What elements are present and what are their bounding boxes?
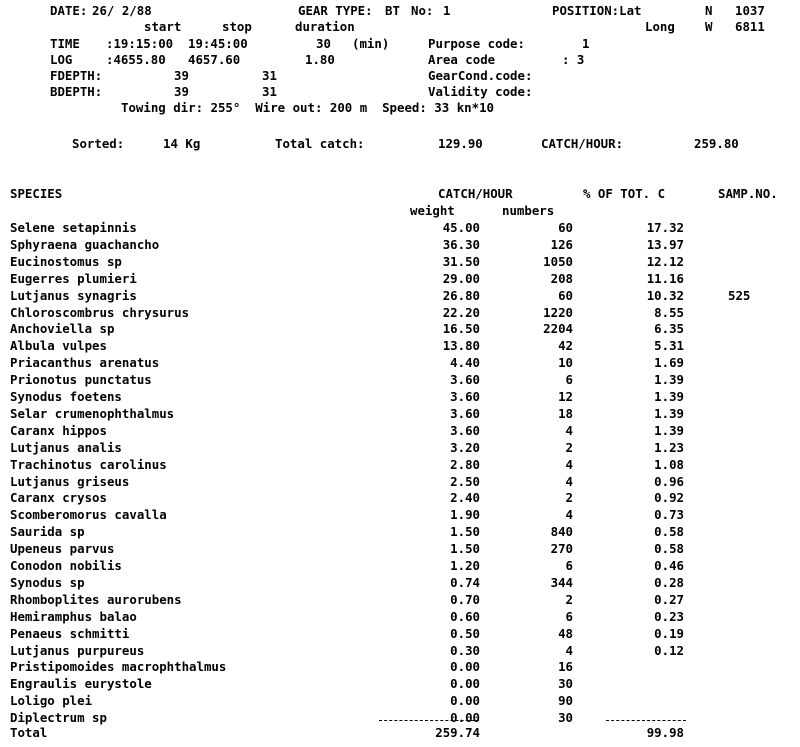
- catch-weight: 0.30: [450, 642, 480, 658]
- species-name: Caranx hippos: [10, 422, 107, 438]
- time-stop: 19:45:00: [188, 36, 248, 51]
- total-pct: 99.98: [646, 725, 684, 740]
- purpose-code-label: Purpose code:: [428, 36, 525, 51]
- catch-numbers: 60: [558, 220, 573, 235]
- pct-of-total: 11.16: [646, 270, 684, 286]
- pct-of-total: 0.58: [654, 524, 684, 540]
- pct-of-total: 0.96: [654, 473, 684, 489]
- species-name: Eugerres plumieri: [10, 270, 137, 286]
- species-name: Lutjanus synagris: [10, 287, 137, 303]
- catch-numbers: 6: [565, 372, 573, 388]
- bdepth-stop: 31: [262, 84, 277, 99]
- date-label: DATE:: [50, 3, 88, 18]
- species-name: Synodus foetens: [10, 389, 122, 404]
- species-name: Selar crumenophthalmus: [10, 405, 175, 421]
- catch-weight: 2.40: [450, 490, 480, 506]
- weight-total-rule: [379, 720, 479, 721]
- species-name: Saurida sp: [10, 524, 85, 540]
- species-name: Albula vulpes: [10, 338, 107, 354]
- species-name: Diplectrum sp: [10, 710, 107, 726]
- catch-numbers: 2: [565, 591, 573, 607]
- date-value: 26/ 2/88: [92, 3, 152, 18]
- pct-of-total: 0.28: [654, 574, 684, 590]
- catch-weight: 0.50: [450, 625, 480, 641]
- catch-numbers: 60: [558, 287, 573, 303]
- pct-of-total: 13.97: [646, 236, 684, 252]
- col-stop-heading: stop: [222, 19, 252, 34]
- species-name: Penaeus schmitti: [10, 625, 130, 641]
- catch-per-hour-value: 259.80: [694, 136, 739, 151]
- catch-weight: 0.60: [450, 608, 480, 624]
- species-name: Engraulis eurystole: [10, 676, 152, 692]
- catch-weight: 26.80: [442, 287, 480, 303]
- species-name: Lutjanus purpureus: [10, 642, 145, 658]
- species-name: Trachinotus carolinus: [10, 456, 167, 472]
- catch-weight: 1.50: [450, 541, 480, 557]
- col-weight-subheader: weight: [410, 203, 455, 218]
- species-name: Lutjanus analis: [10, 439, 122, 455]
- catch-numbers: 126: [550, 236, 573, 252]
- species-name: Caranx crysos: [10, 490, 107, 506]
- total-weight: 259.74: [435, 725, 480, 740]
- catch-weight: 2.80: [450, 456, 480, 472]
- station-no-value: 1: [443, 3, 451, 18]
- catch-weight: 31.50: [442, 253, 480, 269]
- catch-weight: 4.40: [450, 355, 480, 371]
- pct-of-total: 0.12: [654, 642, 684, 658]
- catch-numbers: 270: [550, 541, 573, 557]
- catch-numbers: 30: [558, 676, 573, 692]
- catch-weight: 45.00: [442, 220, 480, 235]
- time-duration: 30: [316, 36, 331, 51]
- catch-weight: 0.74: [450, 574, 480, 590]
- log-duration: 1.80: [305, 52, 335, 67]
- species-name: Prionotus punctatus: [10, 372, 152, 388]
- catch-weight: 22.20: [442, 304, 480, 320]
- purpose-code-value: 1: [582, 36, 590, 51]
- time-unit: (min): [352, 36, 390, 51]
- catch-numbers: 42: [558, 338, 573, 354]
- catch-weight: 36.30: [442, 236, 480, 252]
- fdepth-stop: 31: [262, 68, 277, 83]
- catch-weight: 3.60: [450, 405, 480, 421]
- latitude-hemisphere: N: [705, 3, 713, 18]
- species-name: Lutjanus griseus: [10, 473, 130, 489]
- bdepth-label: BDEPTH:: [50, 84, 103, 99]
- gear-type-value: BT: [385, 3, 400, 18]
- log-label: LOG: [50, 52, 73, 67]
- catch-weight: 3.60: [450, 422, 480, 438]
- catch-numbers: 208: [550, 270, 573, 286]
- pct-of-total: 0.73: [654, 507, 684, 523]
- pct-of-total: 5.31: [654, 338, 684, 354]
- area-code-label: Area code: [428, 52, 496, 67]
- pct-of-total: 1.39: [654, 422, 684, 438]
- catch-numbers: 30: [558, 710, 573, 726]
- catch-numbers: 48: [558, 625, 573, 641]
- sorted-value: 14 Kg: [163, 136, 201, 151]
- station-no-label: No:: [411, 3, 434, 18]
- time-start: :19:15:00: [106, 36, 174, 51]
- species-name: Selene setapinnis: [10, 220, 137, 235]
- sample-number: 525: [728, 287, 751, 303]
- longitude-hemisphere: W: [705, 19, 713, 34]
- species-name: Rhomboplites aurorubens: [10, 591, 182, 607]
- catch-numbers: 4: [565, 642, 573, 658]
- gearcond-code-label: GearCond.code:: [428, 68, 533, 83]
- col-samp-no-header: SAMP.NO.: [718, 186, 778, 201]
- catch-weight: 0.00: [450, 693, 480, 709]
- catch-numbers: 18: [558, 405, 573, 421]
- species-name: Conodon nobilis: [10, 558, 122, 573]
- catch-numbers: 840: [550, 524, 573, 540]
- pct-of-total: 1.23: [654, 439, 684, 455]
- species-name: Synodus sp: [10, 574, 85, 590]
- catch-weight: 13.80: [442, 338, 480, 354]
- sorted-label: Sorted:: [72, 136, 125, 151]
- species-name: Loligo plei: [10, 693, 93, 709]
- catch-numbers: 90: [558, 693, 573, 709]
- log-stop: 4657.60: [188, 52, 241, 67]
- pct-total-rule: [606, 720, 686, 721]
- pct-of-total: 10.32: [646, 287, 684, 303]
- gear-type-label: GEAR TYPE:: [298, 3, 373, 18]
- col-numbers-subheader: numbers: [502, 203, 555, 218]
- catch-weight: 16.50: [442, 321, 480, 337]
- pct-of-total: 1.39: [654, 405, 684, 421]
- species-name: Scomberomorus cavalla: [10, 507, 167, 523]
- species-name: Priacanthus arenatus: [10, 355, 160, 371]
- catch-weight: 0.00: [450, 710, 480, 726]
- log-start: :4655.80: [106, 52, 166, 67]
- pct-of-total: 0.27: [654, 591, 684, 607]
- species-name: Sphyraena guachancho: [10, 236, 160, 252]
- col-duration-heading: duration: [295, 19, 355, 34]
- pct-of-total: 1.39: [654, 372, 684, 388]
- catch-weight: 2.50: [450, 473, 480, 489]
- col-species-header: SPECIES: [10, 186, 63, 201]
- position-label: POSITION:Lat: [552, 3, 642, 18]
- catch-numbers: 4: [565, 422, 573, 438]
- catch-weight: 3.20: [450, 439, 480, 455]
- pct-of-total: 1.08: [654, 456, 684, 472]
- catch-weight: 3.60: [450, 372, 480, 388]
- pct-of-total: 6.35: [654, 321, 684, 337]
- catch-numbers: 6: [565, 558, 573, 573]
- area-code-value: : 3: [562, 52, 585, 67]
- bdepth-start: 39: [174, 84, 189, 99]
- latitude-value: 1037: [735, 3, 765, 18]
- longitude-value: 6811: [735, 19, 765, 34]
- species-name: Pristipomoides macrophthalmus: [10, 659, 227, 675]
- pct-of-total: 0.19: [654, 625, 684, 641]
- catch-numbers: 2: [565, 490, 573, 506]
- pct-of-total: 1.69: [654, 355, 684, 371]
- species-name: Upeneus parvus: [10, 541, 115, 557]
- col-pct-total-header: % OF TOT. C: [583, 186, 666, 201]
- fdepth-label: FDEPTH:: [50, 68, 103, 83]
- longitude-label: Long: [645, 19, 675, 34]
- catch-weight: 1.90: [450, 507, 480, 523]
- catch-numbers: 6: [565, 608, 573, 624]
- pct-of-total: 12.12: [646, 253, 684, 269]
- catch-weight: 3.60: [450, 389, 480, 404]
- catch-numbers: 4: [565, 456, 573, 472]
- catch-numbers: 344: [550, 574, 573, 590]
- total-catch-value: 129.90: [438, 136, 483, 151]
- catch-weight: 1.50: [450, 524, 480, 540]
- catch-numbers: 2: [565, 439, 573, 455]
- pct-of-total: 17.32: [646, 220, 684, 235]
- validity-code-label: Validity code:: [428, 84, 533, 99]
- total-label: Total: [10, 725, 48, 740]
- catch-weight: 29.00: [442, 270, 480, 286]
- catch-numbers: 16: [558, 659, 573, 675]
- col-catch-hour-header: CATCH/HOUR: [438, 186, 513, 201]
- catch-numbers: 4: [565, 507, 573, 523]
- species-name: Hemiramphus balao: [10, 608, 137, 624]
- pct-of-total: 0.46: [654, 558, 684, 573]
- pct-of-total: 0.23: [654, 608, 684, 624]
- catch-numbers: 2204: [543, 321, 573, 337]
- catch-numbers: 10: [558, 355, 573, 371]
- pct-of-total: 1.39: [654, 389, 684, 404]
- catch-weight: 0.00: [450, 659, 480, 675]
- catch-numbers: 4: [565, 473, 573, 489]
- species-name: Anchoviella sp: [10, 321, 115, 337]
- total-catch-label: Total catch:: [275, 136, 365, 151]
- species-name: Eucinostomus sp: [10, 253, 122, 269]
- col-start-heading: start: [144, 19, 182, 34]
- pct-of-total: 0.58: [654, 541, 684, 557]
- towing-line: Towing dir: 255° Wire out: 200 m Speed: 33 kn*10: [121, 100, 494, 115]
- species-name: Chloroscombrus chrysurus: [10, 304, 190, 320]
- catch-weight: 0.70: [450, 591, 480, 607]
- time-label: TIME: [50, 36, 80, 51]
- pct-of-total: 8.55: [654, 304, 684, 320]
- catch-weight: 1.20: [450, 558, 480, 573]
- fdepth-start: 39: [174, 68, 189, 83]
- catch-numbers: 1050: [543, 253, 573, 269]
- pct-of-total: 0.92: [654, 490, 684, 506]
- catch-numbers: 1220: [543, 304, 573, 320]
- catch-weight: 0.00: [450, 676, 480, 692]
- catch-numbers: 12: [558, 389, 573, 404]
- catch-per-hour-label: CATCH/HOUR:: [541, 136, 624, 151]
